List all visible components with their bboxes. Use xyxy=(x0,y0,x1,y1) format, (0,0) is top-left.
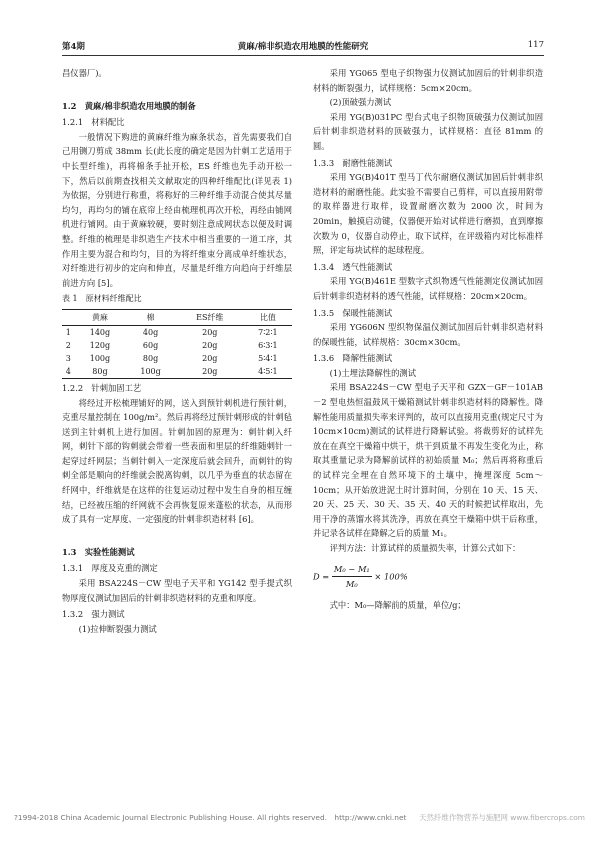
item-heading: (2)顶破强力测试 xyxy=(329,97,392,108)
section-heading: 1.2 黄麻/棉非织造农用地膜的制备 xyxy=(62,100,196,111)
paragraph: 评判方法：计算试样的质量损失率，计算公式如下： xyxy=(329,543,521,553)
table-cell: 80g xyxy=(75,365,126,379)
formula-fraction xyxy=(332,562,372,592)
table-cell: 6∶3∶1 xyxy=(258,340,278,350)
header-rule xyxy=(62,55,544,56)
copyright-line: ?1994-2018 China Academic Journal Electronic Publishing House. All rights reserved. http://www.cnki.net xyxy=(14,813,407,822)
table-cell: 7∶2∶1 xyxy=(258,327,278,337)
formula-numerator: M₀ − M₁ xyxy=(332,562,372,578)
table-cell: 4 xyxy=(62,365,75,379)
table-header-cell xyxy=(62,309,75,325)
section-heading: 1.3 实验性能测试 xyxy=(62,546,135,557)
item-heading: (1)土埋法降解性的测试 xyxy=(329,367,417,378)
table-header-cell: ES纤维 xyxy=(176,309,244,325)
watermark-text: 天然纤维作物营养与施肥网 www.fibercrops.com xyxy=(419,813,585,822)
paragraph: 采用 BSA224S－CW 型电子天平和 GZX－GF－101AB－2 型电热恒温鼓风干燥箱测试针刺非织造材料的降解性。降解性能用质量损失率来评判的，故可以直接用克重(规定尺寸为 10cm×10cm)测试的试样进行降解试验。将裁剪好的试样先放在在真空干燥箱中烘干，烘干到质量不再发生变化为止，称取其重量记录为降解前试样的初始质量 M₀；然后再将称重后的试样完全埋在自然环境下的土壤中，掩埋深度 5cm～10cm；从开始放进泥土时计算时间，分别在 10 天、15 天、20 天、25 天、30 天、35 天、40 天的时候把试样取出，先用干净的蒸馏水将其洗净，再放在真空干燥箱中烘干后称重，并记录各试样在降解之后的质量 M₁。 xyxy=(313,382,543,539)
table-cell: 20g xyxy=(176,365,244,379)
subsection-heading: 1.3.5 保暖性能测试 xyxy=(313,307,393,318)
table-cell: 5∶4∶1 xyxy=(258,353,278,363)
table-cell: 140g xyxy=(89,327,111,337)
table-header-cell: 黄麻 xyxy=(75,309,126,325)
fiber-ratio-table xyxy=(62,309,292,379)
paragraph: 采用 YG065 型电子织物强力仪测试加固后的针刺非织造材料的断裂强力，试样规格：5cm×20cm。 xyxy=(313,68,543,93)
table-cell: 80g xyxy=(142,353,159,363)
table-row xyxy=(62,325,292,339)
right-column xyxy=(313,66,543,612)
table-cell: 120g xyxy=(89,340,111,350)
subsection-heading: 1.2.1 材料配比 xyxy=(62,117,125,128)
table-cell: 20g xyxy=(202,340,218,350)
formula-denominator: M₀ xyxy=(345,579,358,590)
table-row xyxy=(62,339,292,352)
running-title: 黄麻/棉非织造农用地膜的性能研究 xyxy=(237,42,369,52)
paragraph: 一般情况下购进的黄麻纤维为麻条状态，首先需要我们自己用铡刀剪成 38mm 长(此长度的确定是因为针刺工艺适用于中长型纤维)，再将棉条手扯开松，ES 纤维也先手动开松一下，然后以前期查找相关文献取定的四种纤维配比(详见表 1)为依据，分别进行称重，将称好的三种纤维手动混合使其尽量均匀，再均匀的铺在底帘上经由梳理机再次开松，再经由铺网机进行铺网。由于黄麻较硬，要时刻注意成网状态以便及时调整。纤维的梳理是非织造生产技术中相当重要的一道工序，其作用主要为混合和均匀，目的为将纤维束分离成单纤维状态，对纤维进行初步的定向和伸直，尽量是纤维方向趋向于纤维层前进方向 [5]。 xyxy=(62,131,292,288)
subsection-heading: 1.3.4 透气性能测试 xyxy=(313,261,393,272)
table-cell: 60g xyxy=(142,340,159,350)
table-cell: 20g xyxy=(202,327,218,337)
formula-rhs: × 100% xyxy=(374,571,408,582)
table-cell: 3 xyxy=(65,353,71,363)
subsection-heading: 1.3.2 强力测试 xyxy=(62,609,125,620)
issue-number: 第4期 xyxy=(62,42,85,52)
subsection-heading: 1.2.2 针刺加固工艺 xyxy=(62,382,142,393)
item-heading: (1)拉伸断裂强力测试 xyxy=(78,623,157,634)
paragraph: 采用 YG(B)401T 型马丁代尔耐磨仪测试加固后针刺非织造材料的耐磨性能。此实验不需要自己剪样，可以直接用附带的取样器进行取样，设置耐磨次数为 2000 次，时间为 20min，触摸启动键，仪器便开始对试样进行磨损，直到摩擦次数为 0，仪器自动停止，取下试样，在评级箱内对比标准样照，评定每块试样的起球程度。 xyxy=(313,172,543,256)
subsection-heading: 1.3.1 厚度及克重的测定 xyxy=(62,563,158,574)
table-cell: 100g xyxy=(89,353,111,363)
left-column xyxy=(62,66,292,636)
table-row xyxy=(62,365,292,379)
table-cell: 100g xyxy=(125,365,176,379)
paragraph: 采用 BSA224S－CW 型电子天平和 YG142 型手提式织物厚度仪测试加固后的针刺非织造材料的克重和厚度。 xyxy=(62,578,292,603)
subsection-heading: 1.3.3 耐磨性能测试 xyxy=(313,157,393,168)
paragraph: 式中：M₀—降解前的质量，单位/g； xyxy=(329,599,466,610)
table-cell: 20g xyxy=(202,353,218,363)
page-number: 117 xyxy=(527,40,544,50)
paragraph: 采用 YG(B)461E 型数字式织物透气性能测定仪测试加固后针刺非织造材料的透气性能，试样规格：20cm×20cm。 xyxy=(313,276,543,301)
table-row xyxy=(62,352,292,365)
table-header-cell: 比值 xyxy=(244,309,292,325)
table-cell: 4∶5∶1 xyxy=(244,365,292,379)
paragraph: 将经过开松梳理铺好的网，送入到预针刺机进行预针刺，克重尽量控制在 100g/m²。然后再将经过预针刺形成的针刺毡送到主针刺机上进行加固。针刺加固的原理为：刺针刺入纤网，刺针下部的钩刺就会带着一些表面和里层的纤维随刺针一起穿过纤网层；当刺针刺入一定深度后就会回升，而刺针的钩刺全部是顺向的纤维就会脱离钩刺，以几乎为垂直的状态留在纤网中，纤维就是在这样的往复运动过程中发生自身的相互缠结，已经被压缩的纤网就不会再恢复原来蓬松的状态，从而形成了具有一定厚度、一定强度的针刺非织造材料 [6]。 xyxy=(62,397,292,525)
table-cell: 1 xyxy=(65,327,71,337)
table-cell: 40g xyxy=(142,327,159,337)
mass-loss-formula xyxy=(313,562,543,592)
subsection-heading: 1.3.6 降解性能测试 xyxy=(313,353,393,364)
table-caption: 表 1 原材料纤维配比 xyxy=(62,294,142,304)
paragraph: 采用 YG606N 型织物保温仪测试加固后针刺非织造材料的保暖性能，试样规格：30cm×30cm。 xyxy=(313,322,543,347)
table-cell: 2 xyxy=(65,340,71,350)
formula-lhs: D = xyxy=(313,571,330,582)
table-header-cell: 棉 xyxy=(125,309,176,325)
table-header-row xyxy=(62,309,292,325)
paragraph: 采用 YG(B)031PC 型台式电子织物顶破强力仪测试加固后针刺非织造材料的顶破强力，试样规格：直径 81mm 的圆。 xyxy=(313,111,543,151)
intro-text: 昌仪器厂)。 xyxy=(62,68,107,78)
